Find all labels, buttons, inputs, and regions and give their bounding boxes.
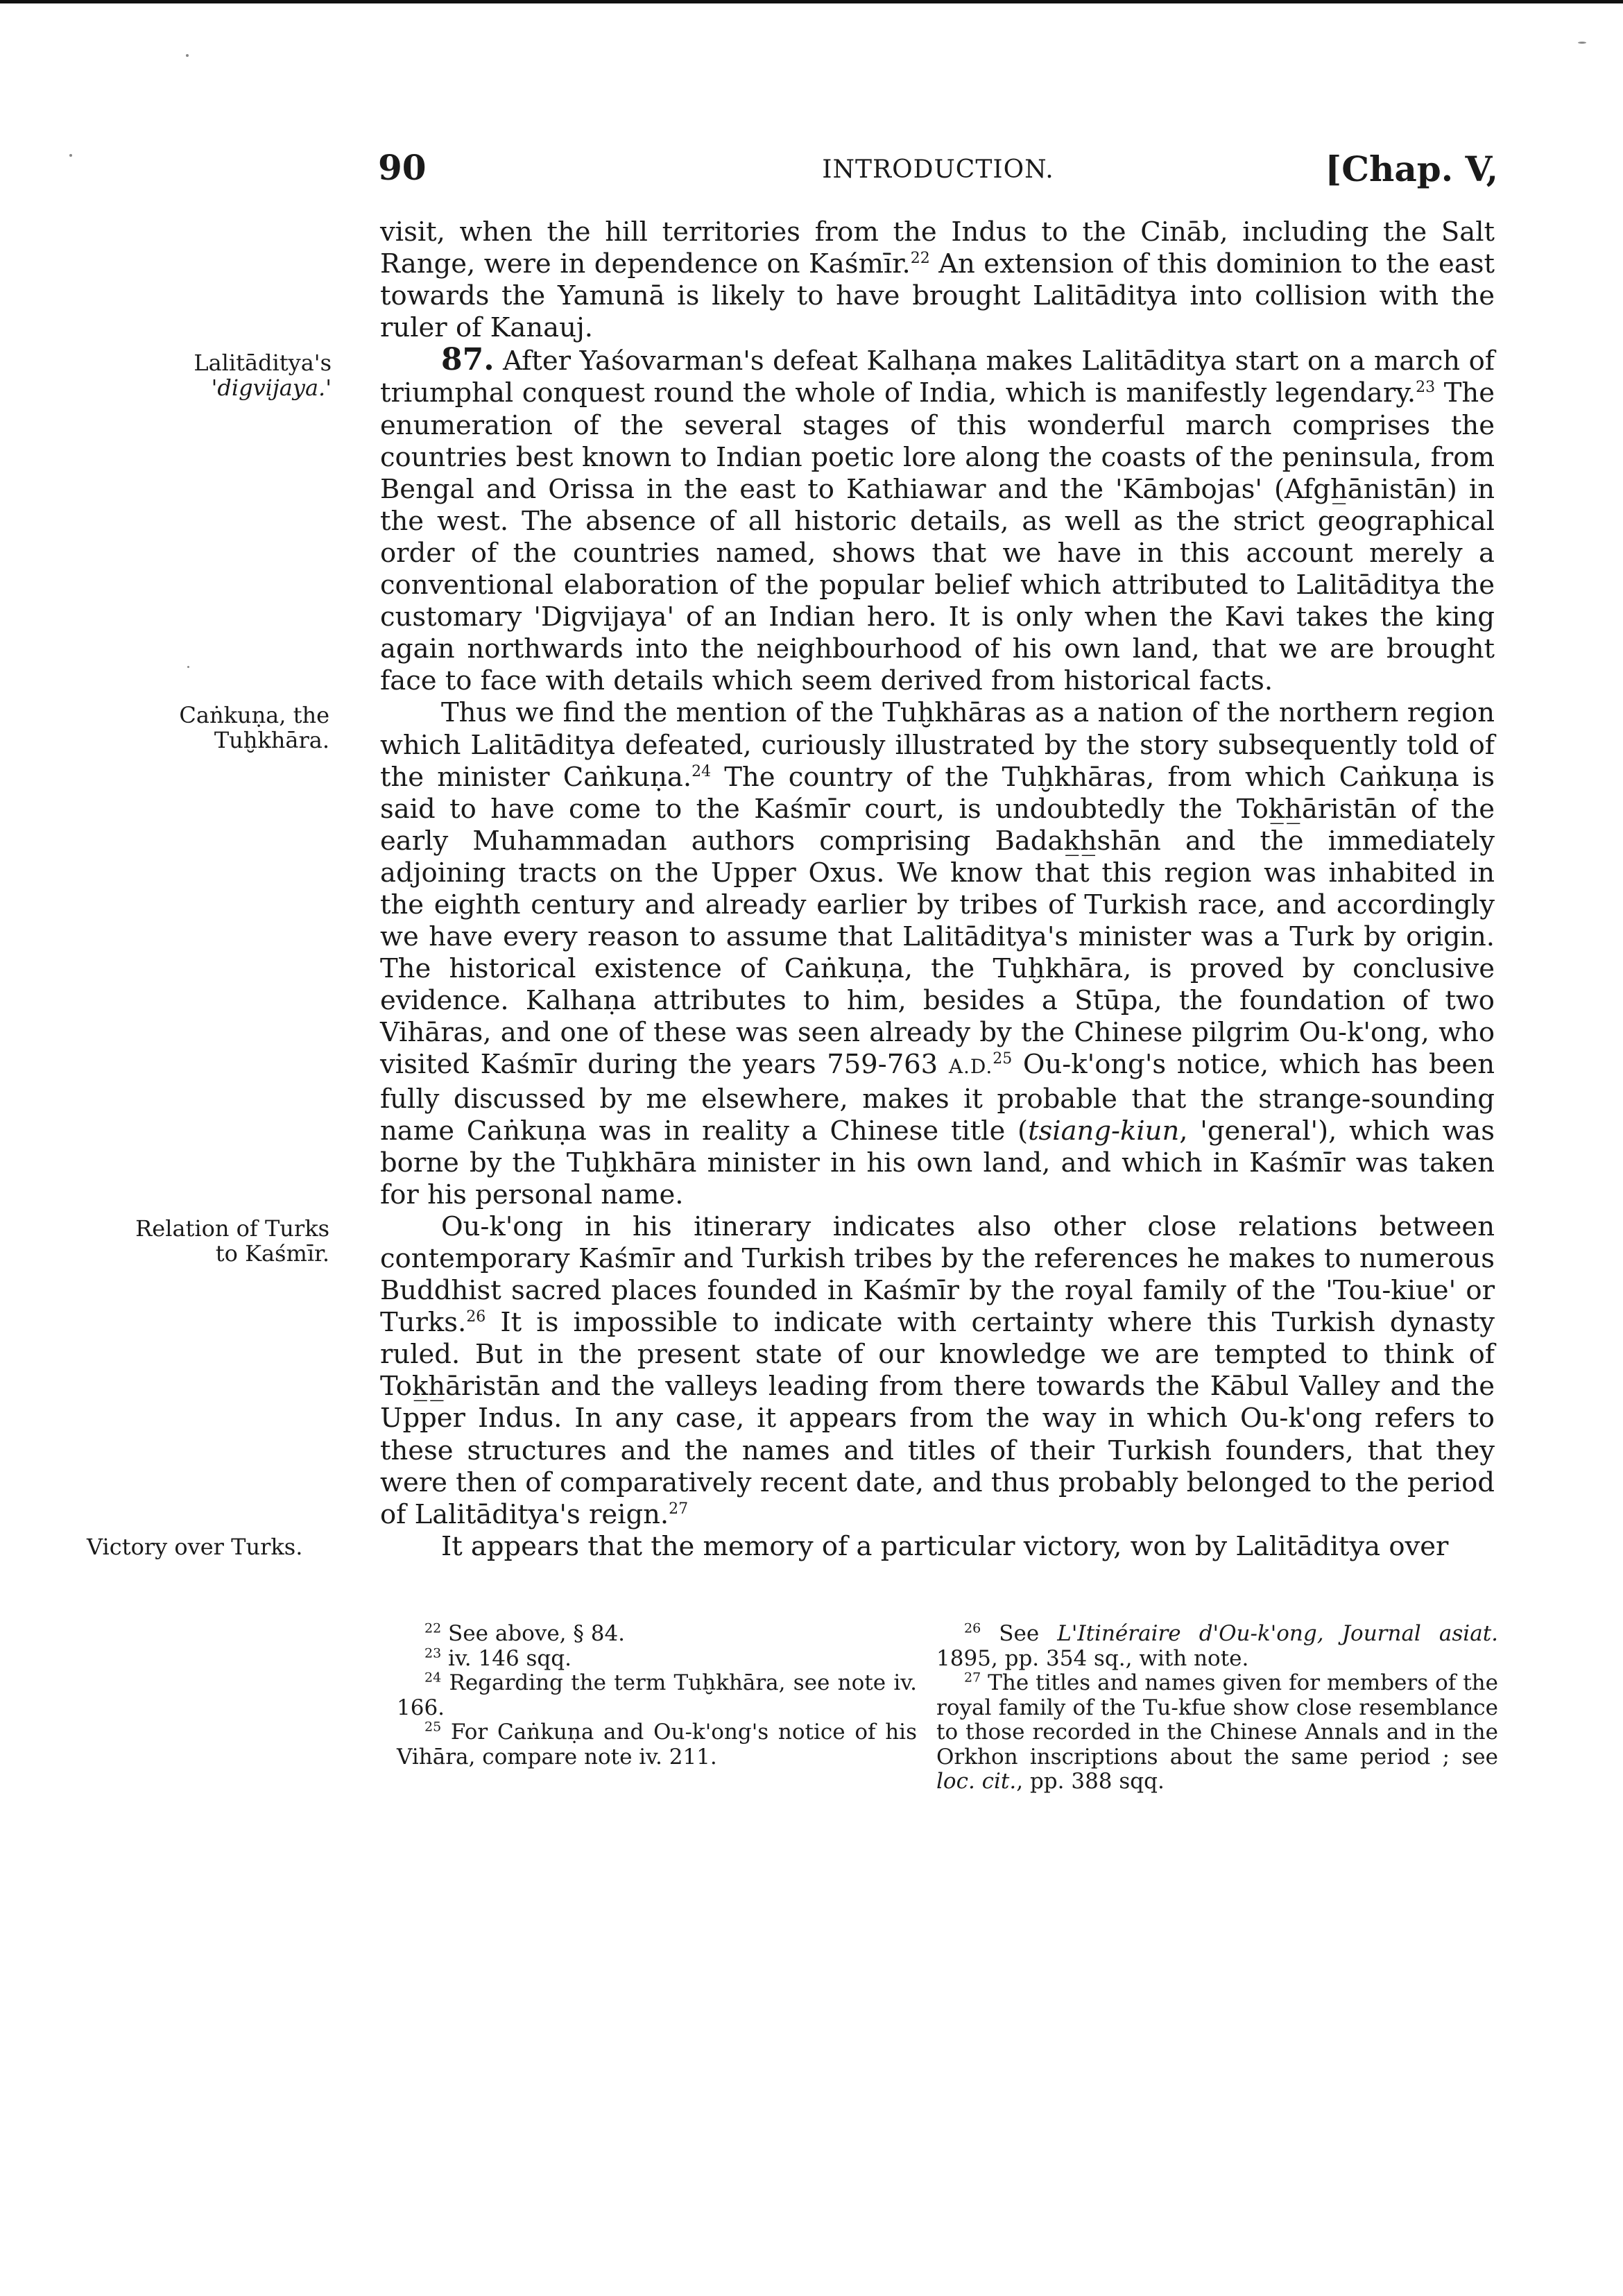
footnote-mark: 22	[424, 1620, 442, 1636]
footnote-24	[397, 1671, 917, 1720]
text-run: It is impossible to indicate with certainty where this Turkish dynasty ruled. But in the present state of our knowledge we are tempted to think of Tok̲h̲āristān and the valleys leading from there towards the Kābul Valley and the Upper Indus. In any case, it appears from the way in which Ou-k'ong refers to these structures and the names and titles of their Turkish founders, that they were then of comparatively recent date, and thus probably belonged to the period of Lalitāditya's reign.	[380, 1307, 1495, 1530]
text-run: Thus we find the mention of the Tuḫkhāras as a nation of the northern region which Lalitāditya defeated, curiously illustrated by the story subsequently told of the minister Caṅkuṇa.	[380, 697, 1495, 793]
footnote-text: 1895, pp. 354 sq., with note.	[936, 1645, 1249, 1671]
text-run: A.D.	[948, 1055, 993, 1079]
footnotes-right-column	[936, 1622, 1498, 1794]
text-run: The country of the Tuḫkhāras, from which Caṅkuṇa is said to have come to the Kaśmīr court, is undoubtedly the Tok̲h̲āristān of the early Muhammadan authors comprising Badak̲h̲shān and the immediately adjoining tracts on the Upper Oxus. We know that this region was inhabited in the eighth century and already earlier by tribes of Turkish race, and accordingly we have every reason to assume that Lalitāditya's minister was a Turk by origin. The historical existence of Caṅkuṇa, the Tuḫkhāra, is proved by conclusive evidence. Kalhaṇa attributes to him, besides a Stūpa, the foundation of two Vihāras, and one of these was seen already by the Chinese pilgrim Ou-k'ong, who visited Kaśmīr during the years 759-763	[380, 761, 1495, 1081]
footnote-26	[936, 1622, 1498, 1671]
footnote-25	[397, 1720, 917, 1770]
footnote-text: See above, § 84.	[441, 1621, 626, 1646]
side-note-digvijaya	[123, 350, 332, 400]
footnote-22	[397, 1622, 917, 1647]
chapter-label: [Chap. V,	[1325, 148, 1498, 189]
footnote-23	[397, 1647, 917, 1672]
footnote-mark: 27	[964, 1670, 981, 1686]
paragraph	[380, 697, 1495, 1211]
text-run-italic: tsiang-kiun	[1028, 1115, 1180, 1147]
scan-speck	[186, 54, 189, 57]
footnote-ref: 27	[669, 1500, 689, 1518]
side-note-line: to Kaśmīr.	[215, 1240, 329, 1267]
footnote-text: , pp. 388 sqq.	[1016, 1769, 1165, 1794]
paragraph-87	[380, 344, 1495, 697]
side-note-victory	[87, 1534, 364, 1559]
text-run: Ou-k'ong in his itinerary indicates also other close relations between contemporary Kaśmīr and Turkish tribes by the references he makes to numerous Buddhist sacred places founded in Kaśmīr by the royal family of the 'Tou-kiue' or Turks.	[380, 1210, 1495, 1339]
footnote-mark: 23	[424, 1645, 442, 1661]
footnote-text: The titles and names given for members of the royal family of the Tu-kfue show close resemblance to those recorded in the Chinese Annals and in the Orkhon inscriptions about the same period ; see	[936, 1670, 1498, 1770]
page-header	[378, 147, 1498, 189]
footnotes-left-column	[397, 1622, 917, 1770]
text-run: Ou-k'ong's notice, which has been fully discussed by me elsewhere, makes it probable that the strange-sounding name Caṅkuṇa was in reality a Chinese title (	[380, 1049, 1495, 1147]
footnote-mark: 24	[424, 1670, 442, 1686]
footnote-mark: 25	[424, 1719, 442, 1735]
side-note-line: Relation of Turks	[135, 1215, 329, 1242]
footnote-text-italic: loc. cit.	[936, 1769, 1017, 1794]
side-note-cankuna	[121, 703, 329, 753]
side-note-line: Lalitāditya's	[194, 350, 332, 376]
text-run: After Yaśovarman's defeat Kalhaṇa makes Lalitāditya start on a march of triumphal conquest round the whole of India, which is manifestly legendary.	[380, 345, 1495, 409]
footnote-text: iv. 146 sqq.	[441, 1645, 572, 1671]
text-run: It appears that the memory of a particular victory, won by Lalitāditya over	[441, 1530, 1449, 1562]
running-title: INTRODUCTION.	[822, 155, 1054, 184]
scan-speck	[1578, 42, 1586, 44]
text-run: The enumeration of the several stages of this wonderful march comprises the countries best known to Indian poetic lore along the coasts of the peninsula, from Bengal and Orissa in the east to Kathiawar and the 'Kāmbojas' (Afgh̲ānistān) in the west. The absence of all historic details, as well as the strict geographical order of the countries named, shows that we have in this account merely a conventional elaboration of the popular belief which attributed to Lalitāditya the customary 'Digvijaya' of an Indian hero. It is only when the Kavi takes the king again northwards into the neighbourhood of his own land, that we are brought face to face with details which seem derived from historical facts.	[380, 377, 1495, 697]
footnote-text-italic: L'Itinéraire d'Ou-k'ong, Journal asiat.	[1057, 1621, 1499, 1646]
main-text	[380, 216, 1495, 1563]
scan-speck	[187, 666, 189, 668]
side-note-line: Victory over Turks.	[87, 1534, 303, 1560]
text-run: , 'general'), which was borne by the Tuḫkhāra minister in his own land, and which in Kaśmīr was taken for his personal name.	[380, 1115, 1495, 1210]
paragraph	[380, 1211, 1495, 1531]
footnote-text: See	[981, 1621, 1058, 1646]
text-run: visit, when the hill territories from the Indus to the Cināb, including the Salt Range, were in dependence on Kaśmīr.	[380, 216, 1495, 280]
top-border	[0, 0, 1623, 3]
side-note-turks-kasmir	[121, 1216, 329, 1266]
footnote-27	[936, 1671, 1498, 1794]
footnote-ref: 22	[910, 250, 930, 268]
paragraph	[380, 1531, 1495, 1563]
scan-speck	[69, 154, 72, 157]
side-note-line: Tuḫkhāra.	[214, 727, 329, 753]
footnote-mark: 26	[964, 1620, 981, 1636]
footnote-text: For Caṅkuṇa and Ou-k'ong's notice of his Vihāra, compare note iv. 211.	[397, 1720, 917, 1770]
footnote-ref: 24	[692, 762, 712, 780]
side-note-line: 'digvijaya.'	[211, 375, 332, 401]
footnote-ref: 26	[466, 1308, 486, 1326]
footnote-ref: 23	[1416, 379, 1436, 397]
side-note-line: Caṅkuṇa, the	[179, 702, 329, 728]
text-run: An extension of this dominion to the east towards the Yamunā is likely to have brought Lalitāditya into collision with the ruler of Kanauj.	[380, 248, 1495, 344]
section-number: 87.	[441, 342, 495, 378]
paragraph	[380, 216, 1495, 344]
footnote-ref: 25	[993, 1050, 1013, 1068]
page-number: 90	[378, 147, 427, 188]
footnote-text: Regarding the term Tuḫkhāra, see note iv. 166.	[397, 1670, 917, 1720]
